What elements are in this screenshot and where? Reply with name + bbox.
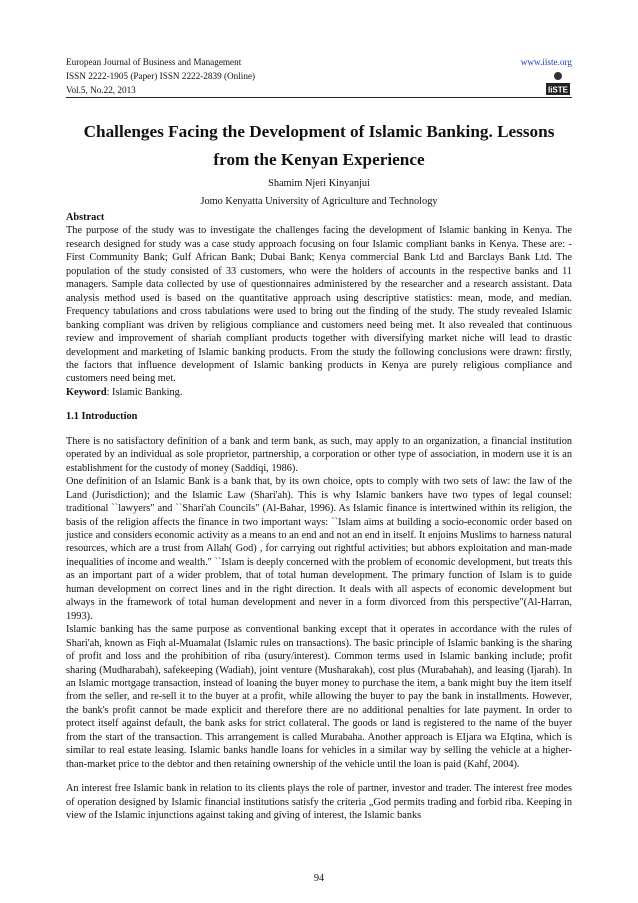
author-affiliation: Jomo Kenyatta University of Agriculture and Technology <box>200 196 438 207</box>
keyword-value: : Islamic Banking. <box>106 386 183 398</box>
abstract-text: The purpose of the study was to investigate the challenges facing the development of Islamic banking in Kenya. The research designed for study was a case study approach focusing on four Islamic compliant banks in Kenya. These are: - First Community Bank; Gulf African Bank; Dubai Bank; Kenya commercial Bank Ltd and Barclays Bank Ltd. The population of the study consisted of 33 customers, who were the holders of accounts in the respective banks and 11 managers. Sample data collected by use of questionnaires administered by the researcher and a research assistant. Data analysis method used is based on the quantitative approach using descriptive statistics: mean, mode, and median. Frequency tabulations and cross tabulations were used to bring out the finding of the study. The study revealed Islamic banking compliant was driven by religious compliance and customers need being met. It also revealed that continuous review and improvement of shariah compliant products together with diversifying market niche will lead to drastic development and marketing of Islamic banking products. From the study the following conclusions were drawn: firstly, the factors that influence development of Islamic banking products in Kenya are purely religious compliance and customers need being met. <box>66 225 572 385</box>
section-heading: 1.1 Introduction <box>66 411 138 423</box>
author-name: Shamim Njeri Kinyanjui <box>268 178 370 189</box>
keyword-label: Keyword <box>66 386 107 398</box>
journal-header <box>66 55 572 95</box>
journal-name: European Journal of Business and Management <box>66 57 242 67</box>
logo-text: IiSTE <box>547 85 569 95</box>
journal-url-link[interactable]: www.iiste.org <box>520 57 572 67</box>
paragraph: An interest free Islamic bank in relation to its clients plays the role of partner, investor and trader. The interest free modes of operation designed by Islamic financial institutions satisfy the criteria „God permits trading and forbid riba. Keeping in view of the Islamic injunctions against taking and giving of interest, the Islamic banks <box>66 783 572 822</box>
iiste-logo-icon <box>544 70 572 96</box>
paragraph: One definition of an Islamic Bank is a bank that, by its own choice, opts to comply with two sets of law: the law of the Land (Jurisdiction); and the Islamic Law (Shari'ah). This is why Islamic bankers have two types of legal counsel: traditional ``lawyers" and ``Shari'ah Councils" (Al-Bahar, 1996). As Islamic finance is intertwined within its religion, the basis of the religion affects the finance in two important ways: ``Islam aims at building a socio-economic order based on justice and considers economic activity as a means to an end and not an end in itself. It enjoins Muslims to harness natural resources, which are a trust from Allah( God) , for carrying out rightful activities; but abhors exploitation and man-made inequalities of income and wealth." ``Islam is deeply concerned with the problem of economic development, but treats this as an important part of a wider problem, that of total human development. The primary function of Islam is to guide human development on correct lines and in the right direction. It deals with all aspects of economic development but always in the framework of total human development and never in a form divorced from this perspective"(Al-Harran, 1993). <box>66 476 572 622</box>
paper-body <box>66 211 572 822</box>
paragraph: Islamic banking has the same purpose as conventional banking except that it operates in accordance with the rules of Shari'ah, known as Fiqh al-Muamalat (Islamic rules on transactions). The basic principle of Islamic banking is the sharing of profit and loss and the prohibition of riba (usury/interest). Common terms used in Islamic banking include; profit sharing (Mudharabah), safekeeping (Wadiah), joint venture (Musharakah), cost plus (Murabahah), and leasing (Ijarah). In an Islamic mortgage transaction, instead of loaning the buyer money to purchase the item, a bank might buy the item itself from the seller, and re-sell it to the buyer at a profit, while allowing the buyer to pay the bank in installments. However, the bank's profit cannot be made explicit and therefore there are no additional penalties for late payment. In order to protect itself against default, the bank asks for strict collateral. The goods or land is registered to the name of the buyer from the start of the transaction. This arrangement is called Murabaha. Another approach is EIjara wa EIqtina, which is similar to real estate leasing. Islamic banks handle loans for vehicles in a similar way by selling the vehicle at a higher-than-market price to the debtor and then retaining ownership of the vehicle until the loan is paid (Kahf, 2004). <box>66 624 572 770</box>
page-number: 94 <box>313 873 325 884</box>
header-rule <box>66 97 572 98</box>
journal-volume: Vol.5, No.22, 2013 <box>66 85 136 95</box>
journal-issn: ISSN 2222-1905 (Paper) ISSN 2222-2839 (Online) <box>66 71 256 81</box>
paragraph: There is no satisfactory definition of a bank and term bank, as such, may apply to an organization, a financial institution operated by an individual as sole proprietor, partnership, a corporation or other type of association, in modern use it is an establishment for the custody of money (Saddiqi, 1986). <box>66 435 572 474</box>
abstract-heading: Abstract <box>66 212 105 223</box>
paper-title: Challenges Facing the Development of Islamic Banking. Lessons from the Kenyan Experience <box>83 122 555 169</box>
keywords-line <box>66 386 572 399</box>
